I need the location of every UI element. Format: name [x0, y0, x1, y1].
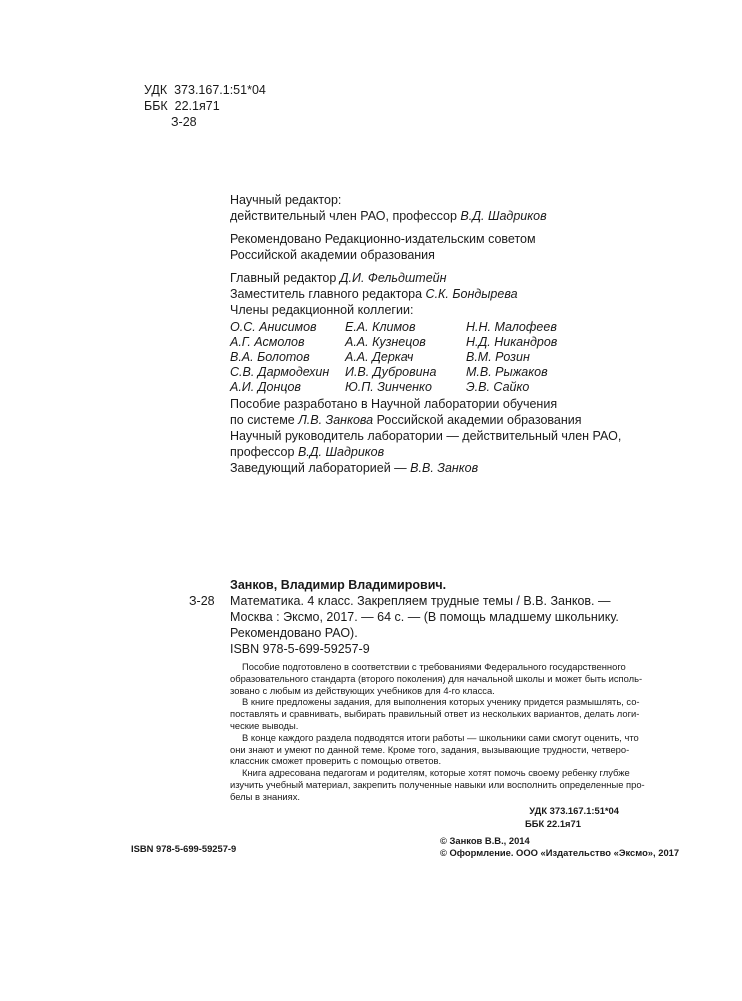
board-member: А.Г. Асмолов — [230, 335, 305, 349]
board-column-3 — [466, 320, 557, 395]
catalog-line-1: Математика. 4 класс. Закрепляем трудные темы / В.В. Занков. — — [230, 594, 611, 608]
chief-editor-label: Главный редактор — [230, 271, 340, 285]
catalog-author: Занков, Владимир Владимирович. — [230, 578, 447, 592]
annotation — [230, 661, 645, 803]
board-title: Члены редакционной коллегии: — [230, 303, 414, 317]
lab-line-2-pre: по системе — [230, 413, 299, 427]
board-member: В.М. Розин — [466, 350, 530, 364]
lab-head-pre: профессор — [230, 445, 298, 459]
chief-editor-name: Д.И. Фельдштейн — [339, 271, 447, 285]
recommended-line-2: Российской академии образования — [230, 248, 435, 262]
board-member: А.И. Донцов — [230, 380, 301, 394]
annotation-line: зовано с любым из действующих учебников для 4-го класса. — [230, 684, 495, 696]
board-column-1 — [230, 320, 329, 395]
recommended-line-1: Рекомендовано Редакционно-издательским советом — [230, 232, 536, 246]
annotation-line: белы в знаниях. — [230, 790, 301, 802]
board-column-2 — [345, 320, 436, 395]
annotation-line: они знают и умеют по данной теме. Кроме того, задания, вызывающие трудности, четверо- — [230, 743, 630, 755]
udk-value: 373.167.1:51*04 — [174, 83, 266, 97]
lab-manager — [230, 461, 478, 476]
board-member: Н.Д. Никандров — [466, 335, 558, 349]
lab-line-2-post: Российской академии образования — [373, 413, 582, 427]
copyright-author: © Занков В.В., 2014 — [440, 835, 530, 846]
bbk-value: 22.1я71 — [174, 99, 220, 113]
udk-line — [144, 83, 266, 98]
sci-editor-line — [230, 209, 547, 224]
board-member: О.С. Анисимов — [230, 320, 317, 334]
annotation-line: Пособие подготовлено в соответствии с требованиями Федерального государственного — [242, 661, 626, 672]
lab-manager-pre: Заведующий лабораторией — — [230, 461, 411, 475]
lab-manager-name: В.В. Занков — [410, 461, 479, 475]
bottom-bbk: ББК 22.1я71 — [525, 818, 581, 829]
board-member: М.В. Рыжаков — [466, 365, 548, 379]
lab-system-name: Л.В. Занкова — [298, 413, 374, 427]
bbk-label: ББК — [144, 99, 168, 113]
sci-editor-name: В.Д. Шадриков — [460, 209, 547, 223]
board-member: А.А. Деркач — [345, 350, 414, 364]
lab-head-line-1: Научный руководитель лаборатории — действительный член РАО, — [230, 429, 622, 443]
board-member: Э.В. Сайко — [466, 380, 530, 394]
udk-label: УДК — [144, 83, 168, 97]
catalog-isbn: ISBN 978-5-699-59257-9 — [230, 642, 370, 656]
catalog-line-3: Рекомендовано РАО). — [230, 626, 358, 640]
chief-editor — [230, 271, 447, 286]
annotation-line: классник сможет проверить с помощью ответов. — [230, 755, 442, 767]
annotation-line: образовательного стандарта (второго поколения) для начальной школы и может быть исполь- — [230, 672, 643, 684]
annotation-line: ческие выводы. — [230, 719, 299, 731]
board-member: А.А. Кузнецов — [345, 335, 426, 349]
board-member: Е.А. Климов — [345, 320, 416, 334]
deputy-editor-label: Заместитель главного редактора — [230, 287, 426, 301]
author-sign: З-28 — [171, 115, 197, 129]
bottom-udk: УДК 373.167.1:51*04 — [529, 805, 619, 816]
lab-line-1: Пособие разработано в Научной лаборатории обучения — [230, 397, 558, 411]
board-member: С.В. Дармодехин — [230, 365, 330, 379]
catalog-line-2: Москва : Эксмо, 2017. — 64 с. — (В помощь младшему школьнику. — [230, 610, 619, 624]
annotation-line: изучить учебный материал, закрепить полученные навыки или восполнить определенные про- — [230, 778, 645, 790]
annotation-line: Книга адресована педагогам и родителям, которые хотят помочь своему ребенку глубже — [242, 767, 630, 779]
board-member: В.А. Болотов — [230, 350, 310, 364]
catalog-sign: З-28 — [189, 594, 215, 608]
lab-line-2 — [230, 413, 582, 428]
annotation-line: поставлять и сравнивать, выбирать правильный ответ из нескольких вариантов, делать логи- — [230, 708, 640, 720]
isbn-bottom: ISBN 978-5-699-59257-9 — [131, 843, 237, 854]
deputy-editor-name: С.К. Бондырева — [425, 287, 518, 301]
board-member: Ю.П. Зинченко — [345, 380, 432, 394]
annotation-line: В книге предложены задания, для выполнения которых ученику придется размышлять, со- — [242, 696, 640, 708]
lab-head-name: В.Д. Шадриков — [297, 445, 385, 459]
annotation-line: В конце каждого раздела подводятся итоги работы — школьники сами смогут оценить, что — [242, 731, 639, 743]
sci-editor-desc: действительный член РАО, профессор — [230, 209, 461, 223]
lab-head-line-2 — [230, 445, 384, 460]
board-member: Н.Н. Малофеев — [466, 320, 557, 334]
deputy-editor — [230, 287, 518, 302]
sci-editor-title: Научный редактор: — [230, 193, 342, 207]
board-member: И.В. Дубровина — [345, 365, 437, 379]
bbk-line — [144, 99, 220, 114]
copyright-design: © Оформление. ООО «Издательство «Эксмо», 2017 — [440, 847, 680, 858]
